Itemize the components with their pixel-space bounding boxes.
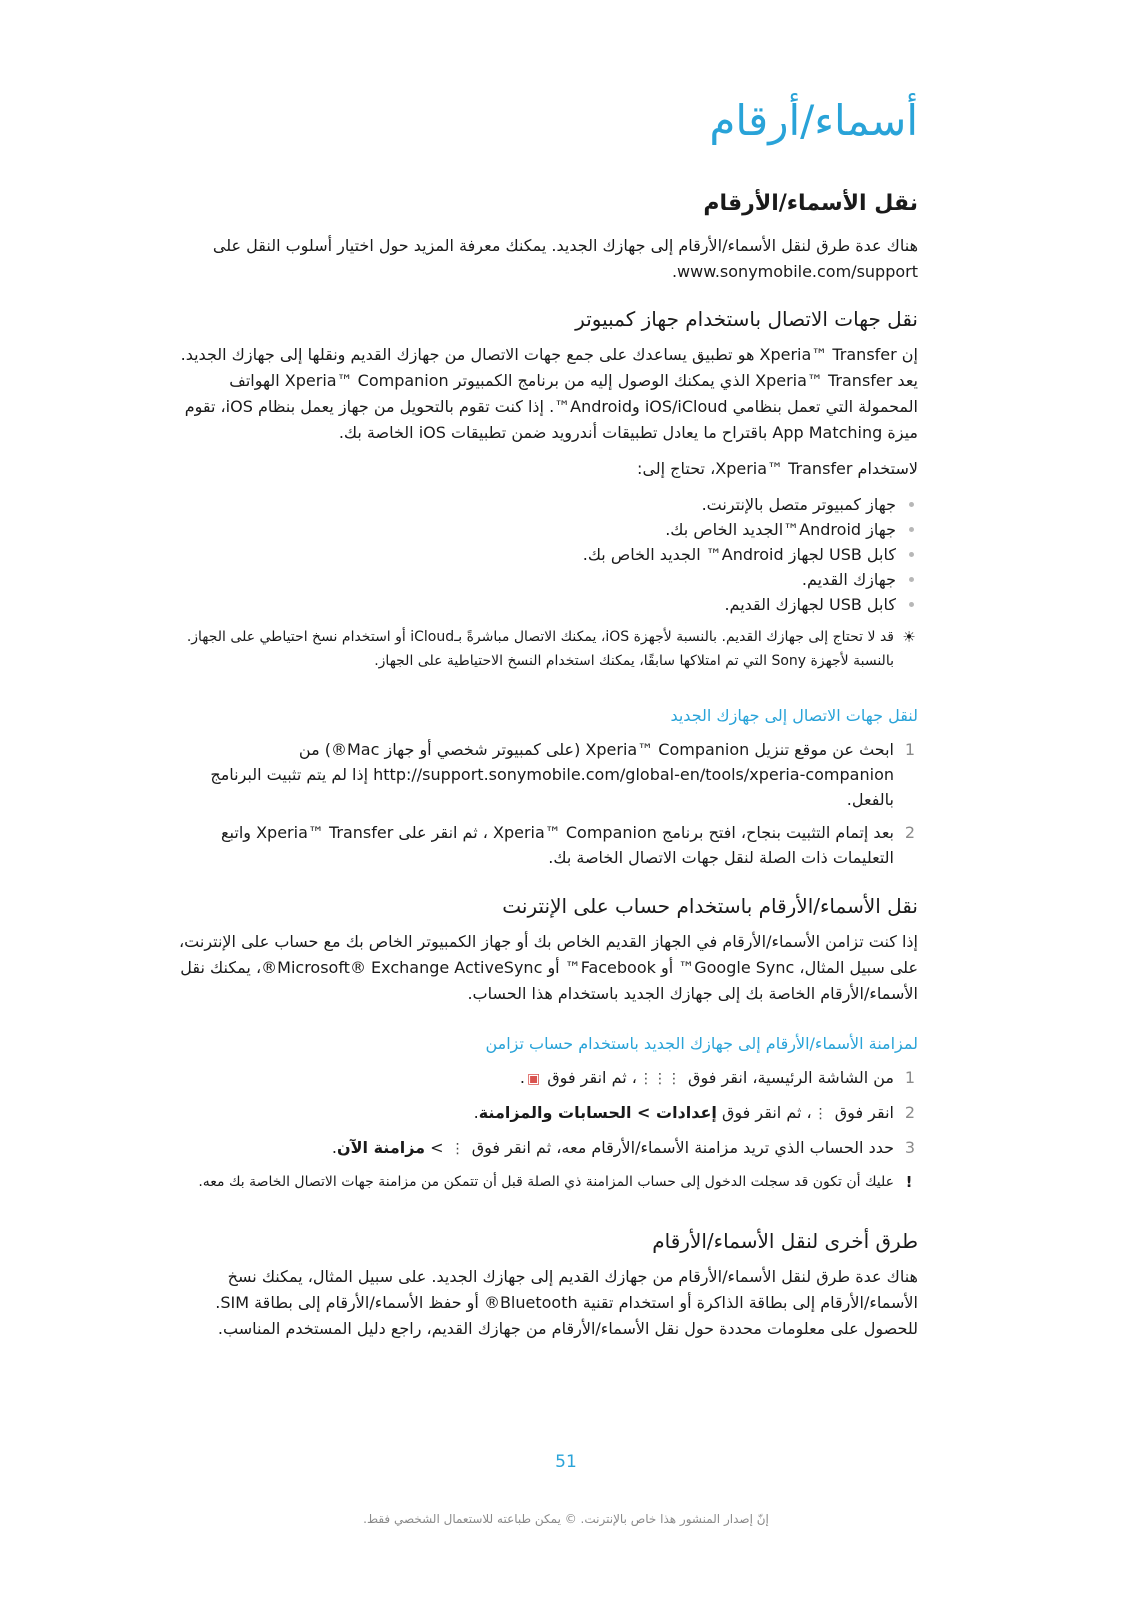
list-item: جهاز Android™الجديد الخاص بك. — [170, 517, 918, 542]
list-item: جهاز كمبيوتر متصل بالإنترنت. — [170, 492, 918, 517]
apps-grid-icon: ⋮⋮⋮ — [638, 1070, 681, 1087]
section-computer-transfer — [170, 306, 918, 683]
overflow-menu-icon: ⋮ — [450, 1140, 465, 1157]
warning-icon: ! — [905, 1172, 913, 1191]
tip-text: قد لا تحتاج إلى جهازك القديم. بالنسبة لأجهزة iOS، يمكنك الاتصال مباشرةً بـiCloud أو استخدام نسخ احتياطي على الجهاز. بالنسبة لأجهزة Sony التي تم امتلاكها سابقًا، يمكنك استخدام النسخ الاحتياطية على الجهاز. — [186, 629, 894, 669]
subsection-paragraph: إن Xperia™ Transfer هو تطبيق يساعدك على جمع جهات الاتصال من جهازك القديم ونقلها إلى جهازك الجديد. يعد Xperia™ Transfer الذي يمكنك الوصول إليه من برنامج الكمبيوتر Xperia™ Companion الهواتف المحمولة التي تعمل بنظامي iOS/iCloud وAndroid™. إذا كنت تقوم بالتحويل من جهاز يعمل بنظام iOS، تقوم ميزة App Matching باقتراح ما يعادل تطبيقات أندرويد ضمن تطبيقات iOS الخاصة بك. — [180, 345, 918, 442]
section-transfer-steps — [170, 706, 918, 878]
section-online-account — [170, 893, 918, 1017]
warning-text: عليك أن تكون قد سجلت الدخول إلى حساب المزامنة ذي الصلة قبل أن تتمكن من مزامنة جهات الاتصال الخاصة بك معه. — [198, 1173, 894, 1190]
contacts-icon: ▣ — [526, 1070, 541, 1087]
section-paragraph: هناك عدة طرق لنقل الأسماء/الأرقام إلى جهازك الجديد. يمكنك معرفة المزيد حول اختيار أسلوب النقل على www.sonymobile.com/support. — [212, 235, 918, 281]
tip-bulb-icon: ☀ — [902, 628, 916, 646]
subsection-heading: نقل الأسماء/الأرقام باستخدام حساب على الإنترنت — [502, 894, 918, 918]
step-item: 2 انقر فوق ⋮، ثم انقر فوق إعدادات > الحسابات والمزامنة. — [170, 1100, 918, 1127]
requirements-list — [170, 492, 918, 617]
list-item: كابل USB لجهاز Android™ الجديد الخاص بك. — [170, 542, 918, 567]
list-item: كابل USB لجهازك القديم. — [170, 592, 918, 617]
subsection-paragraph: إذا كنت تزامن الأسماء/الأرقام في الجهاز القديم الخاص بك أو جهاز الكمبيوتر الخاص بك مع حساب على الإنترنت، على سبيل المثال، Google Sync™ أو Facebook™ أو Microsoft® Exchange ActiveSync®، يمكنك نقل الأسماء/الأرقام الخاصة بك إلى جهازك الجديد باستخدام هذا الحساب. — [178, 932, 918, 1003]
procedure-heading: لمزامنة الأسماء/الأرقام إلى جهازك الجديد باستخدام حساب تزامن — [485, 1034, 918, 1053]
subsection-paragraph: هناك عدة طرق لنقل الأسماء/الأرقام من جهازك القديم إلى جهازك الجديد. على سبيل المثال، يمكنك نسخ الأسماء/الأرقام إلى بطاقة الذاكرة أو استخدام تقنية Bluetooth® أو حفظ الأسماء/الأرقام إلى بطاقة SIM. للحصول على معلومات محددة حول نقل الأسماء/الأرقام من جهازك القديم، راجع دليل المستخدم المناسب. — [215, 1267, 918, 1338]
page-title: أسماء/أرقام — [709, 96, 918, 145]
warning-note — [170, 1170, 918, 1194]
step-item: 3 حدد الحساب الذي تريد مزامنة الأسماء/الأرقام معه، ثم انقر فوق ⋮ > مزامنة الآن. — [170, 1135, 918, 1162]
procedure-steps — [170, 1065, 918, 1162]
tip-note — [170, 625, 918, 673]
list-item: جهازك القديم. — [170, 567, 918, 592]
step-item: 2 بعد إتمام التثبيت بنجاح، افتح برنامج Xperia™ Companion ، ثم انقر على Xperia™ Transfer واتبع التعليمات ذات الصلة لنقل جهات الاتصال الخاصة بك. — [221, 822, 916, 867]
procedure-steps — [170, 737, 918, 870]
procedure-heading: لنقل جهات الاتصال إلى جهازك الجديد — [670, 706, 918, 725]
page-number: 51 — [555, 1452, 577, 1472]
section-heading: نقل الأسماء/الأرقام — [703, 191, 918, 216]
footer-text: إنّ إصدار المنشور هذا خاص بالإنترنت. © يمكن طباعته للاستعمال الشخصي فقط. — [363, 1512, 769, 1526]
subsection-heading: طرق أخرى لنقل الأسماء/الأرقام — [652, 1229, 918, 1253]
overflow-menu-icon: ⋮ — [813, 1105, 828, 1122]
section-transfer-contacts — [170, 190, 918, 295]
section-other-methods — [170, 1228, 918, 1352]
step-item: 1 من الشاشة الرئيسية، انقر فوق ⋮⋮⋮، ثم انقر فوق ▣. — [170, 1065, 918, 1092]
subsection-heading: نقل جهات الاتصال باستخدام جهاز كمبيوتر — [575, 307, 918, 331]
step-item: 1 ابحث عن موقع تنزيل Xperia™ Companion (على كمبيوتر شخصي أو جهاز Mac®) من http://support.sonymobile.com/global-en/tools/xperia-companion إذا لم يتم تثبيت البرنامج بالفعل. — [210, 739, 916, 809]
requirements-intro: لاستخدام Xperia™ Transfer، تحتاج إلى: — [637, 459, 918, 478]
section-sync-steps — [170, 1034, 918, 1204]
